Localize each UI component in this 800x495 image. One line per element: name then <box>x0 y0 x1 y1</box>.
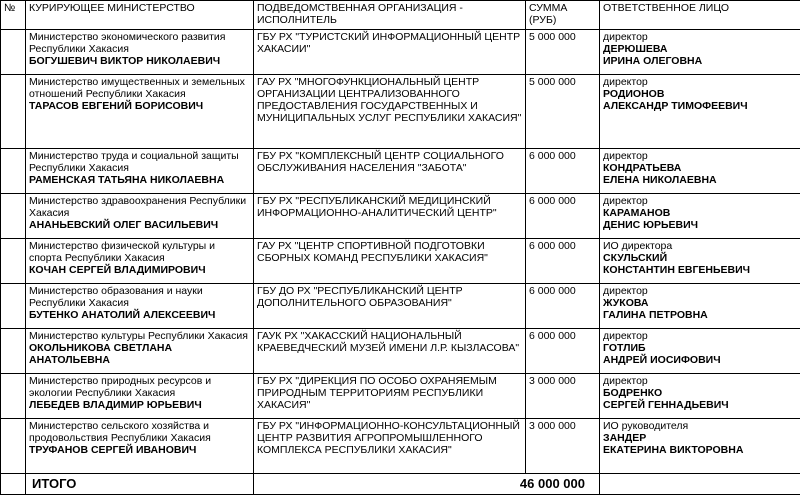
ministry-name: Министерство имущественных и земельных отношений Республики Хакасия <box>29 76 250 100</box>
row-num <box>1 30 26 75</box>
row-num <box>1 194 26 239</box>
ministry-name: Министерство физической культуры и спорта Республики Хакасия <box>29 240 250 264</box>
org-cell: ГБУ РХ "ИНФОРМАЦИОННО-КОНСУЛЬТАЦИОННЫЙ ЦЕНТР РАЗВИТИЯ АГРОПРОМЫШЛЕННОГО КОМПЛЕКСА РЕСПУБЛИКИ ХАКАСИЯ" <box>254 419 526 474</box>
person-cell <box>600 374 800 419</box>
person-cell <box>600 419 800 474</box>
person-role: ИО руководителя <box>603 420 797 432</box>
person-name: ИРИНА ОЛЕГОВНА <box>603 55 797 67</box>
header-ministry: КУРИРУЮЩЕЕ МИНИСТЕРСТВО <box>26 1 254 30</box>
person-name: ДЕНИС ЮРЬЕВИЧ <box>603 219 797 231</box>
table-row <box>1 239 800 284</box>
org-cell: ГБУ РХ "ТУРИСТСКИЙ ИНФОРМАЦИОННЫЙ ЦЕНТР ХАКАСИИ" <box>254 30 526 75</box>
row-num <box>1 239 26 284</box>
person-cell <box>600 30 800 75</box>
person-role: директор <box>603 31 797 43</box>
person-surname: ГОТЛИБ <box>603 342 797 354</box>
minister-name: РАМЕНСКАЯ ТАТЬЯНА НИКОЛАЕВНА <box>29 174 250 186</box>
row-num <box>1 374 26 419</box>
sum-cell: 5 000 000 <box>526 30 600 75</box>
header-org: ПОДВЕДОМСТВЕННАЯ ОРГАНИЗАЦИЯ - ИСПОЛНИТЕЛЬ <box>254 1 526 30</box>
minister-name: БУТЕНКО АНАТОЛИЙ АЛЕКСЕЕВИЧ <box>29 309 250 321</box>
ministry-name: Министерство труда и социальной защиты Республики Хакасия <box>29 150 250 174</box>
sum-cell: 3 000 000 <box>526 419 600 474</box>
sum-cell: 3 000 000 <box>526 374 600 419</box>
org-cell: ГБУ РХ "КОМПЛЕКСНЫЙ ЦЕНТР СОЦИАЛЬНОГО ОБСЛУЖИВАНИЯ НАСЕЛЕНИЯ "ЗАБОТА" <box>254 149 526 194</box>
person-role: директор <box>603 375 797 387</box>
ministry-cell <box>26 419 254 474</box>
person-role: директор <box>603 285 797 297</box>
ministry-cell <box>26 374 254 419</box>
ministry-cell <box>26 149 254 194</box>
total-sum: 46 000 000 <box>254 474 600 495</box>
minister-name: ТАРАСОВ ЕВГЕНИЙ БОРИСОВИЧ <box>29 100 250 112</box>
header-num: № <box>1 1 26 30</box>
minister-name: ЛЕБЕДЕВ ВЛАДИМИР ЮРЬЕВИЧ <box>29 399 250 411</box>
person-cell <box>600 284 800 329</box>
org-cell: ГБУ РХ "РЕСПУБЛИКАНСКИЙ МЕДИЦИНСКИЙ ИНФОРМАЦИОННО-АНАЛИТИЧЕСКИЙ ЦЕНТР" <box>254 194 526 239</box>
person-surname: ЗАНДЕР <box>603 432 797 444</box>
ministry-cell <box>26 239 254 284</box>
sum-cell: 6 000 000 <box>526 329 600 374</box>
table-row <box>1 419 800 474</box>
ministry-cell <box>26 284 254 329</box>
table-row <box>1 194 800 239</box>
person-name: АНДРЕЙ ИОСИФОВИЧ <box>603 354 797 366</box>
person-cell <box>600 75 800 149</box>
total-empty <box>600 474 800 495</box>
minister-name: БОГУШЕВИЧ ВИКТОР НИКОЛАЕВИЧ <box>29 55 250 67</box>
person-surname: ЖУКОВА <box>603 297 797 309</box>
person-role: директор <box>603 195 797 207</box>
ministry-name: Министерство сельского хозяйства и продовольствия Республики Хакасия <box>29 420 250 444</box>
person-cell <box>600 194 800 239</box>
ministry-cell <box>26 30 254 75</box>
person-role: директор <box>603 330 797 342</box>
table-row <box>1 329 800 374</box>
person-role: директор <box>603 150 797 162</box>
minister-name: КОЧАН СЕРГЕЙ ВЛАДИМИРОВИЧ <box>29 264 250 276</box>
row-num <box>1 329 26 374</box>
ministry-cell <box>26 75 254 149</box>
ministry-name: Министерство природных ресурсов и экологии Республики Хакасия <box>29 375 250 399</box>
person-surname: СКУЛЬСКИЙ <box>603 252 797 264</box>
person-role: директор <box>603 76 797 88</box>
total-num <box>1 474 26 495</box>
sum-cell: 6 000 000 <box>526 239 600 284</box>
person-surname: РОДИОНОВ <box>603 88 797 100</box>
person-name: ЕЛЕНА НИКОЛАЕВНА <box>603 174 797 186</box>
org-cell: ГАУК РХ "ХАКАССКИЙ НАЦИОНАЛЬНЫЙ КРАЕВЕДЧЕСКИЙ МУЗЕЙ ИМЕНИ Л.Р. КЫЗЛАСОВА" <box>254 329 526 374</box>
person-name: ЕКАТЕРИНА ВИКТОРОВНА <box>603 444 797 456</box>
header-row <box>1 1 800 30</box>
minister-name: АНАНЬЕВСКИЙ ОЛЕГ ВАСИЛЬЕВИЧ <box>29 219 250 231</box>
person-name: СЕРГЕЙ ГЕННАДЬЕВИЧ <box>603 399 797 411</box>
ministry-name: Министерство экономического развития Республики Хакасия <box>29 31 250 55</box>
person-surname: КАРАМАНОВ <box>603 207 797 219</box>
ministry-cell <box>26 194 254 239</box>
org-cell: ГБУ РХ "ДИРЕКЦИЯ ПО ОСОБО ОХРАНЯЕМЫМ ПРИРОДНЫМ ТЕРРИТОРИЯМ РЕСПУБЛИКИ ХАКАСИЯ" <box>254 374 526 419</box>
sum-cell: 5 000 000 <box>526 75 600 149</box>
person-cell <box>600 239 800 284</box>
table-row <box>1 284 800 329</box>
row-num <box>1 149 26 194</box>
total-row <box>1 474 800 495</box>
header-sum: СУММА (РУБ) <box>526 1 600 30</box>
person-surname: КОНДРАТЬЕВА <box>603 162 797 174</box>
ministry-cell <box>26 329 254 374</box>
person-name: КОНСТАНТИН ЕВГЕНЬЕВИЧ <box>603 264 797 276</box>
sum-cell: 6 000 000 <box>526 284 600 329</box>
row-num <box>1 419 26 474</box>
header-person: ОТВЕТСТВЕННОЕ ЛИЦО <box>600 1 800 30</box>
sum-cell: 6 000 000 <box>526 194 600 239</box>
person-cell <box>600 329 800 374</box>
person-surname: БОДРЕНКО <box>603 387 797 399</box>
row-num <box>1 284 26 329</box>
table-row <box>1 75 800 149</box>
sum-cell: 6 000 000 <box>526 149 600 194</box>
person-role: ИО директора <box>603 240 797 252</box>
minister-name: ТРУФАНОВ СЕРГЕЙ ИВАНОВИЧ <box>29 444 250 456</box>
person-surname: ДЕРЮШЕВА <box>603 43 797 55</box>
person-name: АЛЕКСАНДР ТИМОФЕЕВИЧ <box>603 100 797 112</box>
org-cell: ГАУ РХ "ЦЕНТР СПОРТИВНОЙ ПОДГОТОВКИ СБОРНЫХ КОМАНД РЕСПУБЛИКИ ХАКАСИЯ" <box>254 239 526 284</box>
org-cell: ГАУ РХ "МНОГОФУНКЦИОНАЛЬНЫЙ ЦЕНТР ОРГАНИЗАЦИИ ЦЕНТРАЛИЗОВАННОГО ПРЕДОСТАВЛЕНИЯ ГОСУДАРСТВЕННЫХ И МУНИЦИПАЛЬНЫХ УСЛУГ РЕСПУБЛИКИ ХАКАСИЯ" <box>254 75 526 149</box>
row-num <box>1 75 26 149</box>
ministry-name: Министерство культуры Республики Хакасия <box>29 330 250 342</box>
minister-name: ОКОЛЬНИКОВА СВЕТЛАНА АНАТОЛЬЕВНА <box>29 342 250 366</box>
ministry-name: Министерство здравоохранения Республики Хакасия <box>29 195 250 219</box>
ministry-name: Министерство образования и науки Республики Хакасия <box>29 285 250 309</box>
person-cell <box>600 149 800 194</box>
org-cell: ГБУ ДО РХ "РЕСПУБЛИКАНСКИЙ ЦЕНТР ДОПОЛНИТЕЛЬНОГО ОБРАЗОВАНИЯ" <box>254 284 526 329</box>
person-name: ГАЛИНА ПЕТРОВНА <box>603 309 797 321</box>
table-row <box>1 374 800 419</box>
table-row <box>1 149 800 194</box>
total-label: ИТОГО <box>26 474 254 495</box>
table-row <box>1 30 800 75</box>
